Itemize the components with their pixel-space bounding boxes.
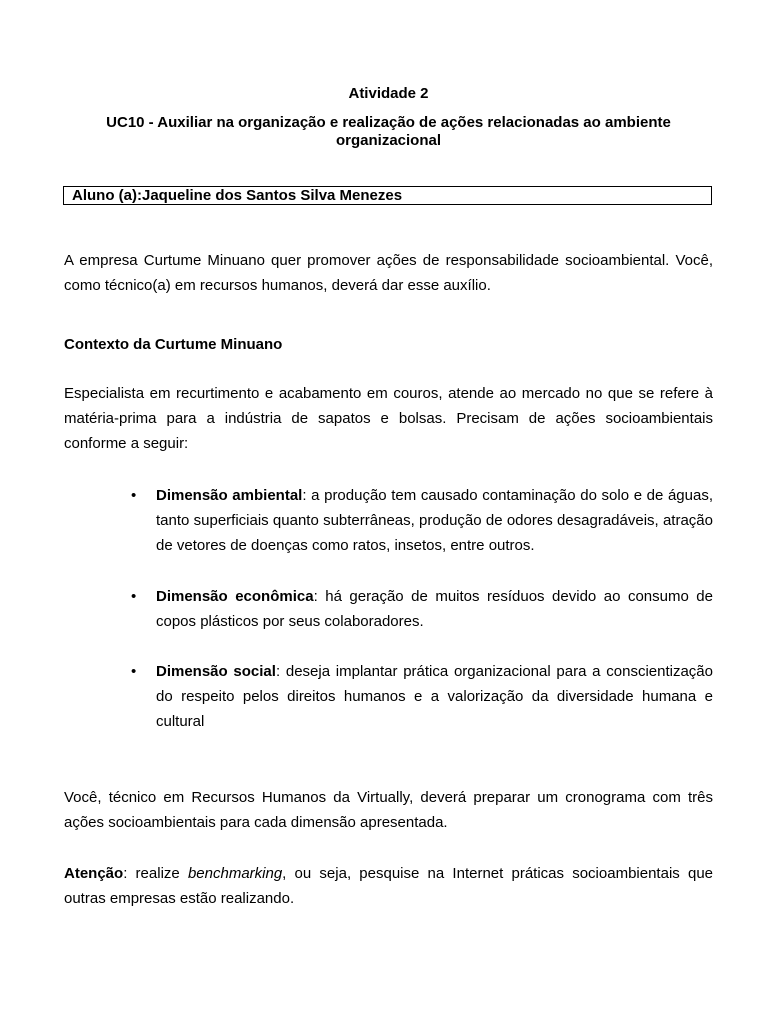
bullet-icon: • — [131, 487, 137, 504]
bullet-text: : a produção tem causado contaminação do solo e de águas, tanto superficiais quanto subterrâneas, produção de odores desagradáveis, atração de vetores de doenças como ratos, insetos, entre outros. — [156, 487, 713, 554]
attention-text-before: : realize — [123, 865, 188, 882]
student-name-box — [63, 186, 712, 205]
context-paragraph: Especialista em recurtimento e acabamento em couros, atende ao mercado no que se refere à matéria-prima para a indústria de sapatos e bolsas. Precisam de ações socioambientais conforme a seguir: — [64, 385, 713, 452]
bullet-text: : há geração de muitos resíduos devido ao consumo de copos plásticos por seus colaboradores. — [156, 588, 713, 630]
bullet-label: Dimensão ambiental — [156, 487, 303, 504]
bullet-item-social — [156, 659, 713, 734]
intro-paragraph: A empresa Curtume Minuano quer promover ações de responsabilidade socioambiental. Você, como técnico(a) em recursos humanos, deverá dar esse auxílio. — [64, 252, 713, 294]
bullet-label: Dimensão social — [156, 663, 276, 680]
bullet-item-ambiental — [156, 483, 713, 558]
document-subtitle: UC10 - Auxiliar na organização e realização de ações relacionadas ao ambiente organizacional — [106, 114, 671, 149]
bullet-item-economica — [156, 584, 713, 634]
document-title: Atividade 2 — [348, 85, 429, 102]
attention-text-after: , ou seja, pesquise na Internet práticas socioambientais que outras empresas estão realizando. — [64, 865, 713, 907]
bullet-icon: • — [131, 663, 137, 680]
student-name-label: Aluno (a):Jaqueline dos Santos Silva Menezes — [72, 187, 403, 204]
bullet-text: : deseja implantar prática organizacional para a conscientização do respeito pelos direitos humanos e a valorização da diversidade humana e cultural — [156, 663, 713, 730]
bullet-icon: • — [131, 588, 137, 605]
attention-emphasis: benchmarking — [187, 865, 283, 882]
context-heading: Contexto da Curtume Minuano — [64, 336, 283, 353]
bullet-label: Dimensão econômica — [156, 588, 314, 605]
attention-label: Atenção — [64, 865, 124, 882]
task-paragraph: Você, técnico em Recursos Humanos da Virtually, deverá preparar um cronograma com três ações socioambientais para cada dimensão apresentada. — [64, 789, 713, 831]
attention-paragraph — [64, 861, 713, 911]
